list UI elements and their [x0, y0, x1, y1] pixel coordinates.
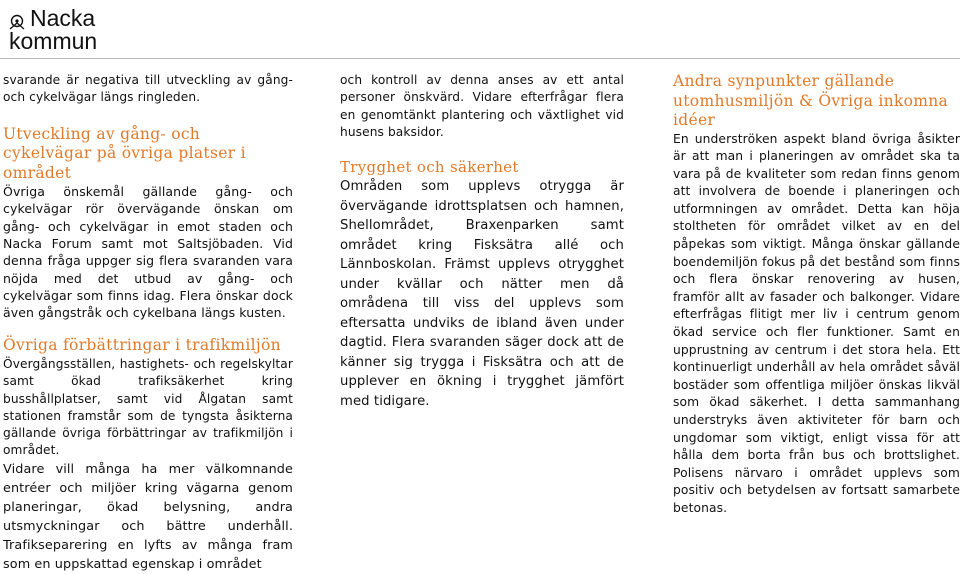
header-divider — [0, 58, 960, 59]
column-left — [3, 72, 293, 574]
paragraph-trafikmiljo-a: Övergångsställen, hastighets- och regelskyltar samt ökad trafiksäkerhet kring busshållplatser, samt vid Ålgatan samt stationen framstår som de tyngsta åsikterna gällande övriga förbättringar av trafikmiljön i området. — [3, 356, 293, 458]
section-trygghet — [340, 157, 624, 411]
paragraph-trygghet: Områden som upplevs otrygga är övervägande idrottsplatsen och hamnen, Shellområdet, Braxenparken samt området kring Fisksätra allé och Lännboskolan. Främst upplevs otrygghet under kvällar och nätter men då områdena till viss del upplevs som eftersatta undviks de ibland även under dagtid. Flera svaranden säger dock att de känner sig trygga i Fisksätra och att de upplever en ökning i trygghet jämfört med tidigare. — [340, 179, 624, 409]
paragraph-andra-synpunkter: En underströken aspekt bland övriga åsikter är att man i planeringen av området ska ta vara på de kvaliteter som redan finns genom att involvera de boende i planeringen och utformningen av området. Detta kan höja stoltheten för området vilket av en del påpekas som viktigt. Många önskar gällande boendemiljön fokus på det bestånd som finns och flera önskar renovering av husen, framför allt av fasader och balkonger. Vidare efterfrågas flitigt mer liv i centrum genom ökad service och fler funktioner. Samt en upprustning av centrum i det stora hela. Ett kontinuerligt underhåll av hela området såväl bostäder som offentliga miljöer önskas likväl som ökad säkerhet. I detta sammanhang understryks även aktiviteter för barn och ungdomar som viktigt, enligt vissa för att hålla dem borta från bus och brottslighet. Polisens närvaro i området upplevs som positiv och betydelsen av fortsatt samarbete betonas. — [673, 131, 960, 515]
heading-andra-synpunkter: Andra synpunkter gällande utomhusmiljön & Övriga inkomna idéer — [673, 72, 949, 129]
heading-trafikmiljo: Övriga förbättringar i trafikmiljön — [3, 336, 281, 355]
column-middle — [340, 72, 624, 411]
paragraph-kontroll: och kontroll av denna anses av ett antal personer önskvärd. Vidare efterfrågar flera en genomtänkt plantering och växtlighet vid husens baksidor. — [340, 73, 624, 139]
paragraph-trafikmiljo-b: Vidare vill många ha mer välkomnande entréer och miljöer kring vägarna genom planeringar, ökad belysning, andra utsmyckningar och bättre underhåll. Trafikseparering en lyfts av många fram som en uppskattad egenskap i området — [3, 461, 293, 572]
paragraph-intro: svarande är negativa till utveckling av gång- och cykelvägar längs ringleden. — [3, 73, 293, 105]
logo-text-kommun: kommun — [9, 28, 98, 52]
nacka-kommun-logo — [6, 2, 106, 52]
nacka-logo-mark — [6, 2, 106, 52]
logo-text-nacka: Nacka — [30, 5, 96, 31]
heading-trygghet: Trygghet och säkerhet — [340, 158, 519, 177]
paragraph-gang-cykelvagar: Övriga önskemål gällande gång- och cykelvägar rör övervägande önskan om gång- och cykelvägar in emot staden och Nacka Forum samt mot Saltsjöbaden. Vid denna fråga uppger sig flera svaranden vara nöjda med det utbud av gång- och cykelvägar som finns idag. Flera önskar dock även gångstråk och cykelbana längs kusten. — [3, 184, 293, 321]
column-right — [673, 72, 960, 518]
heading-gang-cykelvagar: Utveckling av gång- och cykelvägar på övriga platser i området — [3, 124, 246, 182]
